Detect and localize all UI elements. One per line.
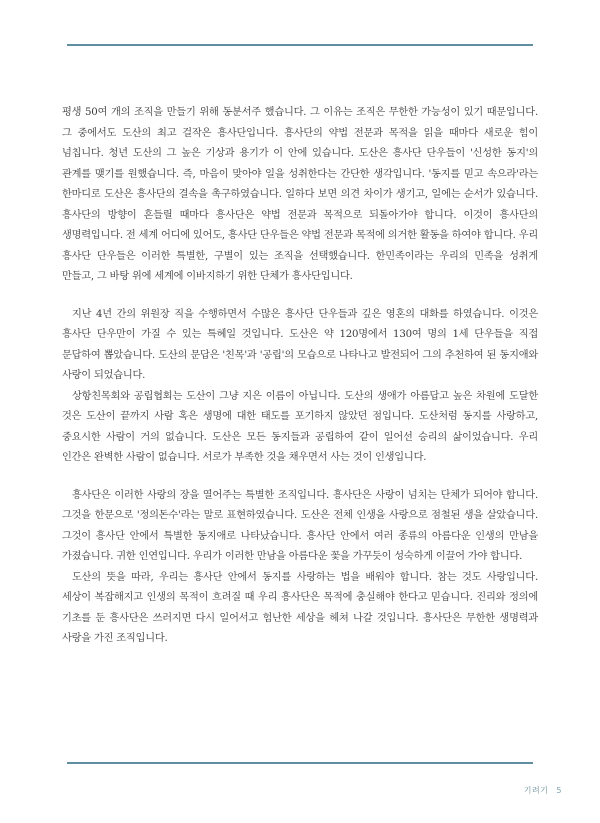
paragraph-gap <box>62 469 538 486</box>
page-footer <box>524 785 562 796</box>
bottom-rule <box>67 762 533 764</box>
paragraph-2: 지난 4년 간의 위원장 직을 수행하면서 수많은 흥사단 단우들과 깊은 영혼의 대화를 하였습니다. 이것은 흥사단 단우만이 가질 수 있는 특혜일 것입니다. 도산은 약 120명에서 130여 명의 1세 단우들을 직접 문답하여 뽑았습니다. 도산의 문답은 '친목'과 '공립'의 모습으로 나타나고 발전되어 그의 추천하여 된 동지애와 사랑이 되었습니다. <box>62 308 538 381</box>
top-rule <box>67 44 533 46</box>
footer-label: 기려기 <box>523 786 549 795</box>
paragraph-3: 상항친목회와 공립협회는 도산이 그냥 지은 이름이 아닙니다. 도산의 생애가 아름답고 높은 차원에 도달한 것은 도산이 끝까지 사람 혹은 생명에 대한 태도를 포기하지 않았던 점입니다. 도산처럼 동지를 사랑하고, 중요시한 사람이 거의 없습니다. 도산은 모든 동지들과 공립하여 같이 일어선 승리의 삶이었습니다. 우리 인간은 완벽한 사람이 없습니다. 서로가 부족한 것을 채우면서 사는 것이 인생입니다. <box>62 390 538 463</box>
paragraph-4: 흥사단은 이러한 사랑의 장을 열어주는 특별한 조직입니다. 흥사단은 사랑이 넘치는 단체가 되어야 합니다. 그것을 한문으로 '정의돈수'라는 말로 표현하였습니다. 도산은 전체 인생을 사랑으로 점철된 생을 살았습니다. 그것이 흥사단 안에서 특별한 동지애로 나타났습니다. 흥사단 안에서 여러 종류의 아름다운 인생의 만남을 가졌습니다. 귀한 인연입니다. 우리가 이러한 만남을 아름다운 꽃을 가꾸듯이 성숙하게 이끌어 가야 합니다. <box>62 489 538 562</box>
paragraph-5: 도산의 뜻을 따라, 우리는 흥사단 안에서 동지를 사랑하는 법을 배워야 합니다. 참는 것도 사랑입니다. 세상이 복잡해지고 인생의 목적이 흐려질 때 우리 흥사단은 목적에 충실해야 한다고 믿습니다. 진리와 정의에 기초를 둔 흥사단은 쓰러지면 다시 일어서고 험난한 세상을 헤쳐 나갈 것입니다. 흥사단은 무한한 생명력과 사랑을 가진 조직입니다. <box>62 571 538 644</box>
paragraph-gap <box>62 288 538 305</box>
article-body <box>62 103 538 650</box>
page-number: 5 <box>556 786 562 795</box>
paragraph-1: 평생 50여 개의 조직을 만들기 위해 동분서주 했습니다. 그 이유는 조직은 무한한 가능성이 있기 때문입니다. 그 중에서도 도산의 최고 걸작은 흥사단입니다. 흥사단의 약법 전문과 목적을 읽을 때마다 새로운 힘이 넘칩니다. 청년 도산의 그 높은 기상과 용기가 이 안에 있습니다. 도산은 흥사단 단우들이 '신성한 동지'의 관계를 맺기를 원했습니다. 즉, 마음이 맞아야 일을 성취한다는 간단한 생각입니다. '동지를 믿고 속으라'라는 한마디로 도산은 흥사단의 결속을 촉구하였습니다. 일하다 보면 의견 차이가 생기고, 일에는 순서가 있습니다. 흥사단의 방향이 흔들릴 때마다 흥사단은 약법 전문과 목적으로 되돌아가야 합니다. 이것이 흥사단의 생명력입니다. 전 세계 어디에 있어도, 흥사단 단우들은 약법 전문과 목적에 의거한 활동을 하여야 합니다. 우리 흥사단 단우들은 이러한 특별한, 구별이 있는 조직을 선택했습니다. 한민족이라는 우리의 민족을 성취게 만들고, 그 바탕 위에 세계에 이바지하기 위한 단체가 흥사단입니다. <box>62 107 538 282</box>
